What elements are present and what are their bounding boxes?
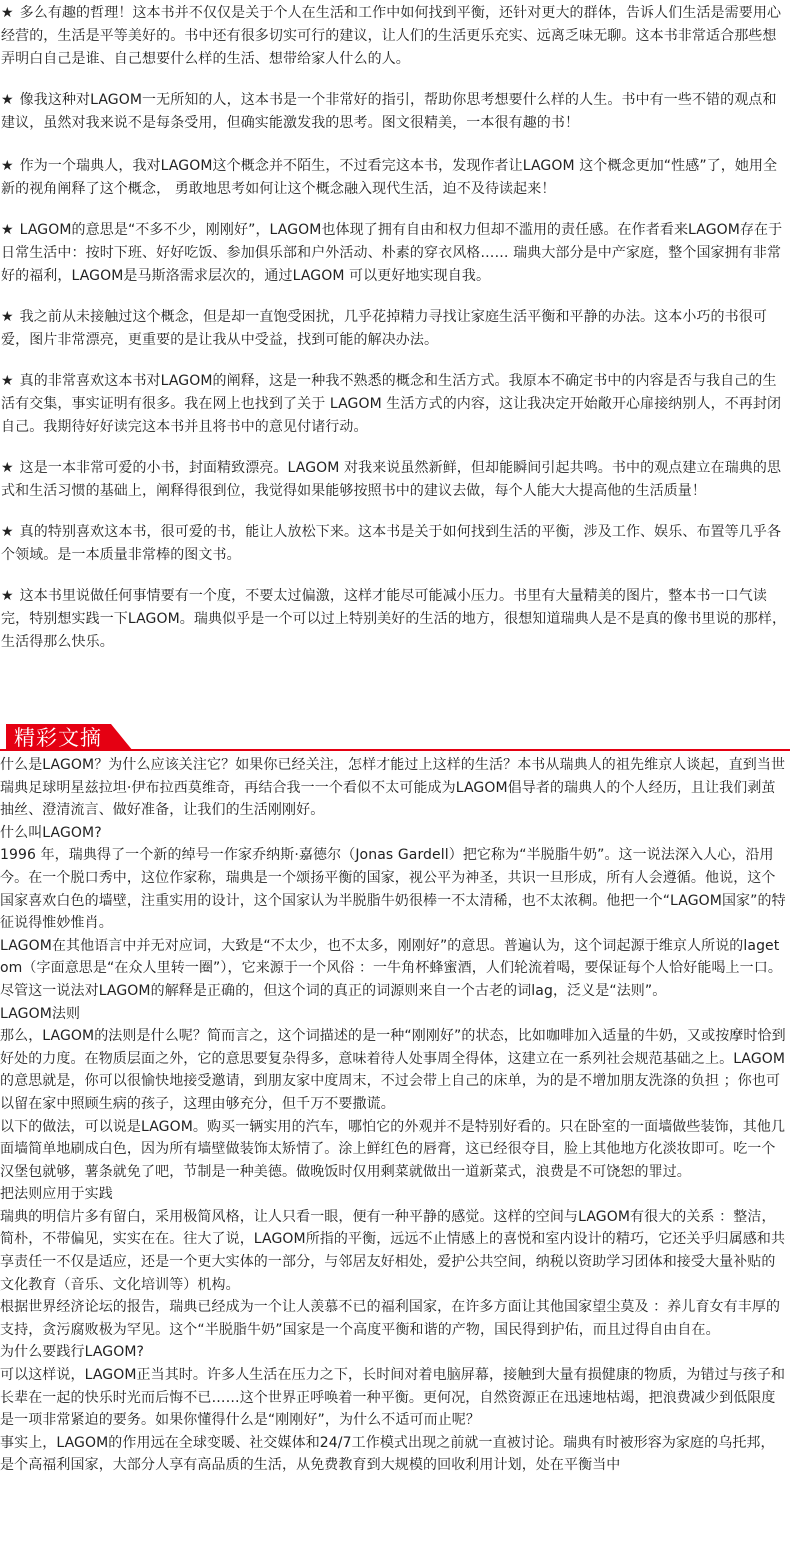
star-icon: ★: [1, 373, 14, 389]
star-icon: ★: [1, 309, 14, 325]
review-text: 这是一本非常可爱的小书，封面精致漂亮。LAGOM 对我来说虽然新鲜，但却能瞬间引起共鸣。书中的观点建立在瑞典的思式和生活习惯的基础上，阐释得很到位，我觉得如果能够按照书中的建议去做，每个人能大大提高他的生活质量！: [1, 460, 782, 499]
review-text: 真的特别喜欢这本书，很可爱的书，能让人放松下来。这本书是关于如何找到生活的平衡，涉及工作、娱乐、布置等几乎各个领域。是一本质量非常棒的图文书。: [1, 524, 782, 563]
review-item: [1, 457, 790, 503]
excerpt-body: [0, 754, 786, 1477]
review-text: 像我这种对LAGOM一无所知的人，这本书是一个非常好的指引，帮助你思考想要什么样的人生。书中有一些不错的观点和建议，虽然对我来说不是每条受用，但确实能激发我的思考。图文很精美，一本很有趣的书！: [1, 92, 777, 131]
section-header: [0, 722, 790, 752]
review-item: [1, 89, 790, 135]
excerpt-heading: 什么叫LAGOM?: [0, 824, 102, 841]
review-text: 真的非常喜欢这本书对LAGOM的阐释，这是一种我不熟悉的概念和生活方式。我原本不确定书中的内容是否与我自己的生活有交集，事实证明有很多。我在网上也找到了关于 LAGOM 生活方式的内容，这让我决定开始敞开心扉接纳别人，不再封闭自己。我期待好好读完这本书并且将书中的意见付诸行动。: [1, 373, 782, 435]
review-item: [1, 585, 790, 654]
excerpt-paragraph: 瑞典的明信片多有留白，采用极简风格，让人只看一眼，便有一种平静的感觉。这样的空间与LAGOM有很大的关系 ：整洁，简朴，不带偏见，实实在在。往大了说，LAGOM所指的平衡，远远不止情感上的喜悦和室内设计的精巧，它还关乎归属感和共享责任一不仅是适应，还是一个更大实体的一部分，与邻居友好相处，爱护公共空间，纳税以资助学习团体和接受大量补贴的文化教育（音乐、文化培训等）机构。: [0, 1208, 786, 1293]
excerpt-paragraph: 根据世界经济论坛的报告，瑞典已经成为一个让人羡慕不已的福利国家，在许多方面让其他国家望尘莫及 ：养儿育女有丰厚的支持，贪污腐败极为罕见。这个“半脱脂牛奶”国家是一个高度平衡和谐的产物，国民得到护佑，而且过得自由自在。: [0, 1299, 781, 1338]
review-text: 作为一个瑞典人，我对LAGOM这个概念并不陌生，不过看完这本书，发现作者让LAGOM 这个概念更加“性感”了，她用全新的视角阐释了这个概念， 勇敢地思考如何让这个概念融入现代生活，迫不及待读起来！: [1, 158, 778, 197]
excerpt-paragraph: 可以这样说，LAGOM正当其时。许多人生活在压力之下，长时间对着电脑屏幕，接触到大量有损健康的物质，为错过与孩子和长辈在一起的快乐时光而后悔不已……这个世界正呼唤着一种平衡。更何况，自然资源正在迅速地枯竭，把浪费减少到低限度是一项非常紧迫的要务。如果你懂得什么是“刚刚好”，为什么不适可而止呢？: [0, 1367, 786, 1429]
excerpt-paragraph: 那么，LAGOM的法则是什么呢？简而言之，这个词描述的是一种“刚刚好”的状态，比如咖啡加入适量的牛奶，又或按摩时恰到好处的力度。在物质层面之外，它的意思要复杂得多，意味着待人处事周全得体，这建立在一系列社会规范基础之上。LAGOM的意思就是，你可以很愉快地接受邀请，到朋友家中度周末，不过会带上自己的床单，为的是不增加朋友洗涤的负担 ；你也可以留在家中照顾生病的孩子，这理由够充分，但千万不要撒谎。: [0, 1028, 786, 1112]
review-item: [1, 306, 790, 352]
star-icon: ★: [1, 524, 14, 540]
star-icon: ★: [1, 92, 14, 108]
star-icon: ★: [1, 222, 14, 238]
excerpt-heading: LAGOM法则: [0, 1005, 81, 1022]
section-title: 精彩文摘: [14, 726, 102, 750]
excerpt-paragraph: 1996 年，瑞典得了一个新的绰号一作家乔纳斯·嘉德尔（Jonas Gardell）把它称为“半脱脂牛奶”。这一说法深入人心，沿用今。在一个脱口秀中，这位作家称，瑞典是一个颂扬平衡的国家，视公平为神圣，共识一旦形成，所有人会遵循。他说，这个国家喜欢白色的墙壁，注重实用的设计，这个国家认为半脱脂牛奶很棒一不太清稀，也不太浓稠。他把一个“LAGOM国家”的特征说得惟妙惟肖。: [0, 847, 786, 932]
review-item: [1, 155, 790, 201]
review-text: 多么有趣的哲理！这本书并不仅仅是关于个人在生活和工作中如何找到平衡，还针对更大的群体，告诉人们生活是需要用心经营的，生活是平等美好的。书中还有很多切实可行的建议，让人们的生活更乐充实、远离乏味无聊。这本书非常适合那些想弄明白自己是谁、自己想要什么样的生活、想带给家人什么的人。: [1, 5, 782, 67]
review-text: 这本书里说做任何事情要有一个度，不要太过偏激，这样才能尽可能减小压力。书里有大量精美的图片，整本书一口气读完，特别想实践一下LAGOM。瑞典似乎是一个可以过上特别美好的生活的地方，很想知道瑞典人是不是真的像书里说的那样，生活得那么快乐。: [1, 588, 787, 650]
excerpt-paragraph: LAGOM在其他语言中并无对应词，大致是“不太少，也不太多，刚刚好”的意思。普遍认为，这个词起源于维京人所说的laget om（字面意思是“在众人里转一圈”），它来源于一个风俗 ：一牛角杯蜂蜜酒，人们轮流着喝，要保证每个人恰好能喝上一口。尽管这一说法对LAGOM的解释是正确的，但这个词的真正的词源则来自一个古老的词lag，泛义是“法则”。: [0, 937, 782, 999]
excerpt-paragraph: 什么是LAGOM？为什么应该关注它？如果你已经关注，怎样才能过上这样的生活？本书从瑞典人的祖先维京人谈起，直到当世瑞典足球明星兹拉坦·伊布拉西莫维奇，再结合我一一个看似不太可能成为LAGOM倡导者的瑞典人的个人经历，且让我们剥茧抽丝、澄清流言、做好准备，让我们的生活刚刚好。: [0, 757, 786, 819]
review-text: LAGOM的意思是“不多不少，刚刚好”，LAGOM也体现了拥有自由和权力但却不滥用的责任感。在作者看来LAGOM存在于日常生活中：按时下班、好好吃饭、参加俱乐部和户外活动、朴素的穿衣风格…… 瑞典大部分是中产家庭，整个国家拥有非常好的福利，LAGOM是马斯洛需求层次的，通过LAGOM 可以更好地实现自我。: [1, 222, 783, 284]
star-icon: ★: [1, 158, 14, 174]
section-tab-tail: [111, 724, 133, 751]
review-item: [1, 521, 790, 567]
review-item: [1, 219, 790, 288]
review-text: 我之前从未接触过这个概念，但是却一直饱受困扰，几乎花掉精力寻找让家庭生活平衡和平静的办法。这本小巧的书很可爱，图片非常漂亮，更重要的是让我从中受益，找到可能的解决办法。: [1, 309, 767, 348]
review-item: [1, 370, 790, 439]
reviews-list: [0, 2, 790, 654]
star-icon: ★: [1, 5, 14, 21]
excerpt-heading: 把法则应用于实践: [0, 1186, 113, 1203]
star-icon: ★: [1, 460, 14, 476]
excerpt-heading: 为什么要践行LAGOM?: [0, 1344, 145, 1361]
excerpt-paragraph: 事实上，LAGOM的作用远在全球变暖、社交媒体和24/7工作模式出现之前就一直被讨论。瑞典有时被形容为家庭的乌托邦，是个高福利国家，大部分人享有高品质的生活，从免费教育到大规模的回收利用计划，处在平衡当中: [0, 1434, 775, 1474]
star-icon: ★: [1, 588, 14, 604]
excerpt-paragraph: 以下的做法，可以说是LAGOM。购买一辆实用的汽车，哪怕它的外观并不是特别好看的。只在卧室的一面墙做些装饰，其他几面墙简单地刷成白色，因为所有墙壁做装饰太矫情了。涂上鲜红色的唇膏，这已经很夺目，脸上其他地方化淡妆即可。吃一个汉堡包就够，薯条就免了吧，节制是一种美德。做晚饭时仅用剩菜就做出一道新菜式，浪费是不可饶恕的罪过。: [0, 1118, 786, 1180]
review-item: [1, 2, 790, 71]
